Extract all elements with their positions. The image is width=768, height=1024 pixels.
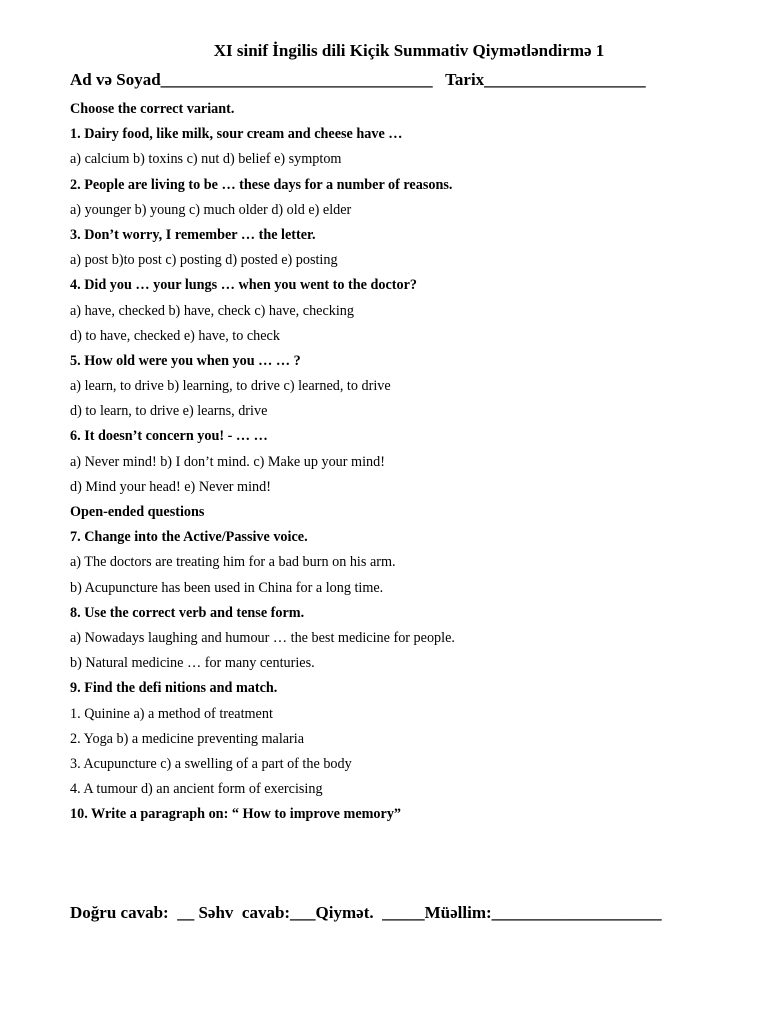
- answer-line: a) Never mind! b) I don’t mind. c) Make up your mind!: [70, 453, 385, 470]
- answer-line: a) Nowadays laughing and humour … the best medicine for people.: [70, 629, 455, 646]
- question-heading: 10. Write a paragraph on: “ How to improve memory”: [70, 806, 402, 823]
- answer-line: 2. Yoga b) a medicine preventing malaria: [70, 730, 305, 747]
- question-heading: 1. Dairy food, like milk, sour cream and cheese have …: [70, 126, 403, 143]
- answer-line: b) Acupuncture has been used in China for a long time.: [70, 579, 384, 596]
- question-heading: 6. It doesn’t concern you! - … …: [70, 428, 268, 445]
- question-heading: 8. Use the correct verb and tense form.: [70, 604, 305, 621]
- answer-line: a) younger b) young c) much older d) old e) elder: [70, 201, 352, 218]
- question-heading: Choose the correct variant.: [70, 101, 235, 117]
- answer-line: a) post b)to post c) posting d) posted e) posting: [70, 252, 338, 269]
- answer-line: d) Mind your head! e) Never mind!: [70, 478, 271, 495]
- answer-line: 1. Quinine a) a method of treatment: [70, 705, 273, 722]
- answer-line: 4. A tumour d) an ancient form of exercising: [70, 781, 323, 798]
- question-heading: 7. Change into the Active/Passive voice.: [70, 529, 308, 546]
- question-heading: 5. How old were you when you … … ?: [70, 352, 301, 369]
- question-heading: 9. Find the defi nitions and match.: [70, 680, 278, 697]
- answer-line: a) learn, to drive b) learning, to drive c) learned, to drive: [70, 378, 391, 395]
- name-date-line: Ad və Soyad________________________________ Tarix___________________: [70, 70, 646, 89]
- answer-line: b) Natural medicine … for many centuries.: [70, 655, 315, 672]
- question-heading: 3. Don’t worry, I remember … the letter.: [70, 226, 316, 243]
- answer-line: 3. Acupuncture c) a swelling of a part of the body: [70, 755, 352, 772]
- question-heading: 2. People are living to be … these days for a number of reasons.: [70, 176, 453, 193]
- question-heading: Open-ended questions: [70, 504, 205, 520]
- answer-line: a) The doctors are treating him for a bad burn on his arm.: [70, 554, 396, 571]
- grading-footer: Doğru cavab: __ Səhv cavab:___Qiymət. _____Müəllim:____________________: [70, 903, 662, 922]
- worksheet-title: XI sinif İngilis dili Kiçik Summativ Qiymətləndirmə 1: [213, 41, 605, 60]
- answer-line: d) to have, checked e) have, to check: [70, 327, 280, 344]
- answer-line: d) to learn, to drive e) learns, drive: [70, 403, 268, 420]
- question-heading: 4. Did you … your lungs … when you went to the doctor?: [70, 277, 417, 294]
- answer-line: a) calcium b) toxins c) nut d) belief e) symptom: [70, 151, 342, 168]
- answer-line: a) have, checked b) have, check c) have, checking: [70, 302, 354, 319]
- question-list: [70, 99, 750, 829]
